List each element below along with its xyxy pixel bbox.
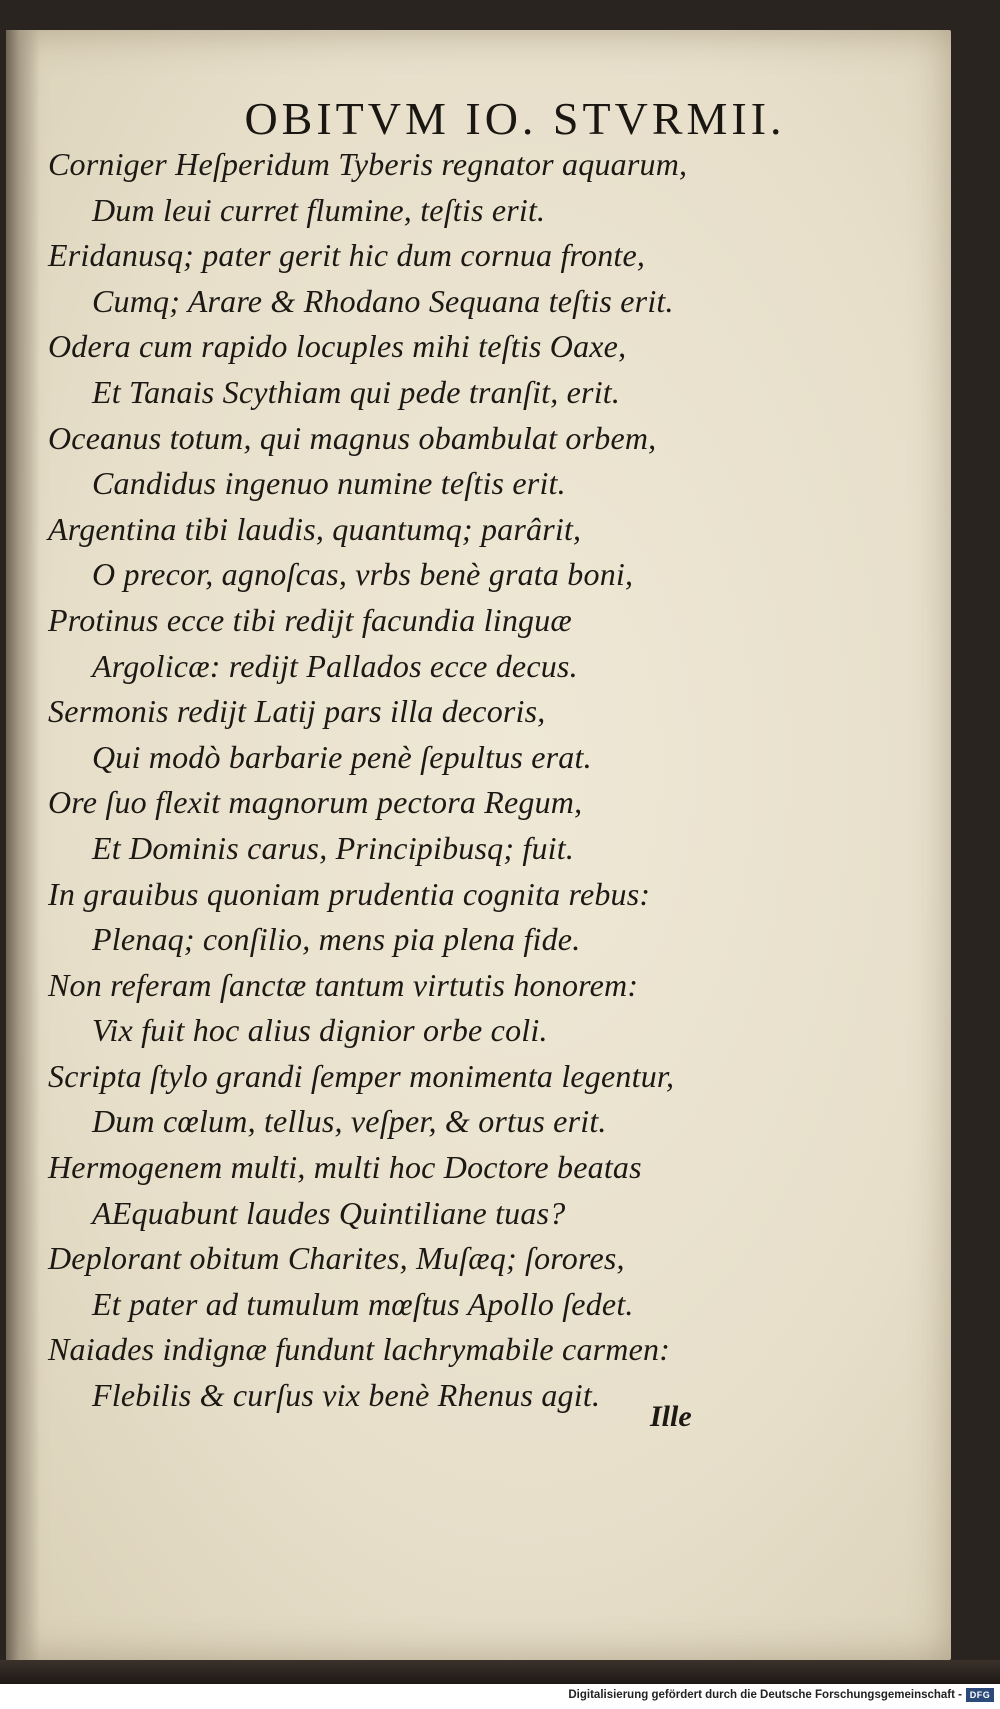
verse-line: O precor, agnoſcas, vrbs benè grata boni, <box>92 556 634 593</box>
verse-line: Corniger Heſperidum Tyberis regnator aquarum, <box>48 146 688 182</box>
verse-line: Non referam ſanctæ tantum virtutis honorem: <box>48 966 639 1003</box>
verse-line: Dum leui curret flumine, teſtis erit. <box>92 191 546 228</box>
verse-line: Ore ſuo flexit magnorum pectora Regum, <box>48 784 583 821</box>
verse-line: Argolicæ: rediјt Pallados ecce decus. <box>92 647 578 684</box>
verse-line: Et pater ad tumulum mœſtus Apollo ſedet. <box>92 1285 634 1322</box>
running-head: OBITVM IO. STVRMII. <box>244 93 786 144</box>
verse-line: Et Dominis carus, Principibusq; fuit. <box>92 829 575 866</box>
verse-line: AEquabunt laudes Quintiliane tuas? <box>92 1194 566 1231</box>
catchword: Ille <box>650 1400 692 1433</box>
verse-line: Scripta ſtylo grandi ſemper monimenta legentur, <box>48 1057 675 1094</box>
verse-line: Plenaq; conſilio, mens pia plena fide. <box>92 921 581 958</box>
footer-bar <box>0 1684 1000 1709</box>
verse-list <box>48 142 748 1419</box>
page-gutter <box>6 30 40 1660</box>
verse-line: Candidus ingenuo numine teſtis erit. <box>92 465 566 502</box>
verse-line: Odera cum rapido locuples mihi teſtis Oaxe, <box>48 328 627 365</box>
verse-line: Deplorant obitum Charites, Muſæq; ſorores, <box>48 1240 625 1277</box>
verse-line: Qui modò barbarie penè ſepultus erat. <box>92 738 592 775</box>
verse-line: Argentina tibi laudis, quantumq; parârit, <box>48 510 582 547</box>
verse-line: Sermonis rediјt Latiј pars illa decoris, <box>48 693 546 730</box>
verse-line: Protinus ecce tibi rediјt facundia linguæ <box>48 601 572 638</box>
verse-line: Eridanusq; pater gerit hic dum cornua fronte, <box>48 237 646 274</box>
verse-line: Et Tanais Scythiam qui pede tranſit, erit. <box>92 373 621 410</box>
verse-line: Oceanus totum, qui magnus obambulat orbem, <box>48 419 657 456</box>
funding-credit: Digitalisierung gefördert durch die Deutsche Forschungsgemeinschaft - <box>568 1689 962 1701</box>
verse-line: Dum cœlum, tellus, veſper, & ortus erit. <box>92 1103 607 1140</box>
verse-line: Hermogenem multi, multi hoc Doctore beatas <box>48 1149 642 1186</box>
verse-line: Flebilis & curſus vix benè Rhenus agit. <box>92 1377 601 1414</box>
verse-line: Vix fuit hoc alius dignior orbe coli. <box>92 1012 548 1049</box>
verse-line: Naiades indignæ fundunt lachrymabile carmen: <box>48 1331 671 1368</box>
dfg-logo-icon: DFG <box>966 1688 994 1702</box>
verse-line: Cumq; Arare & Rhodano Sequana teſtis erit. <box>92 282 674 319</box>
verse-line: In grauibus quoniam prudentia cognita rebus: <box>48 875 651 912</box>
book-edge <box>0 1660 1000 1684</box>
